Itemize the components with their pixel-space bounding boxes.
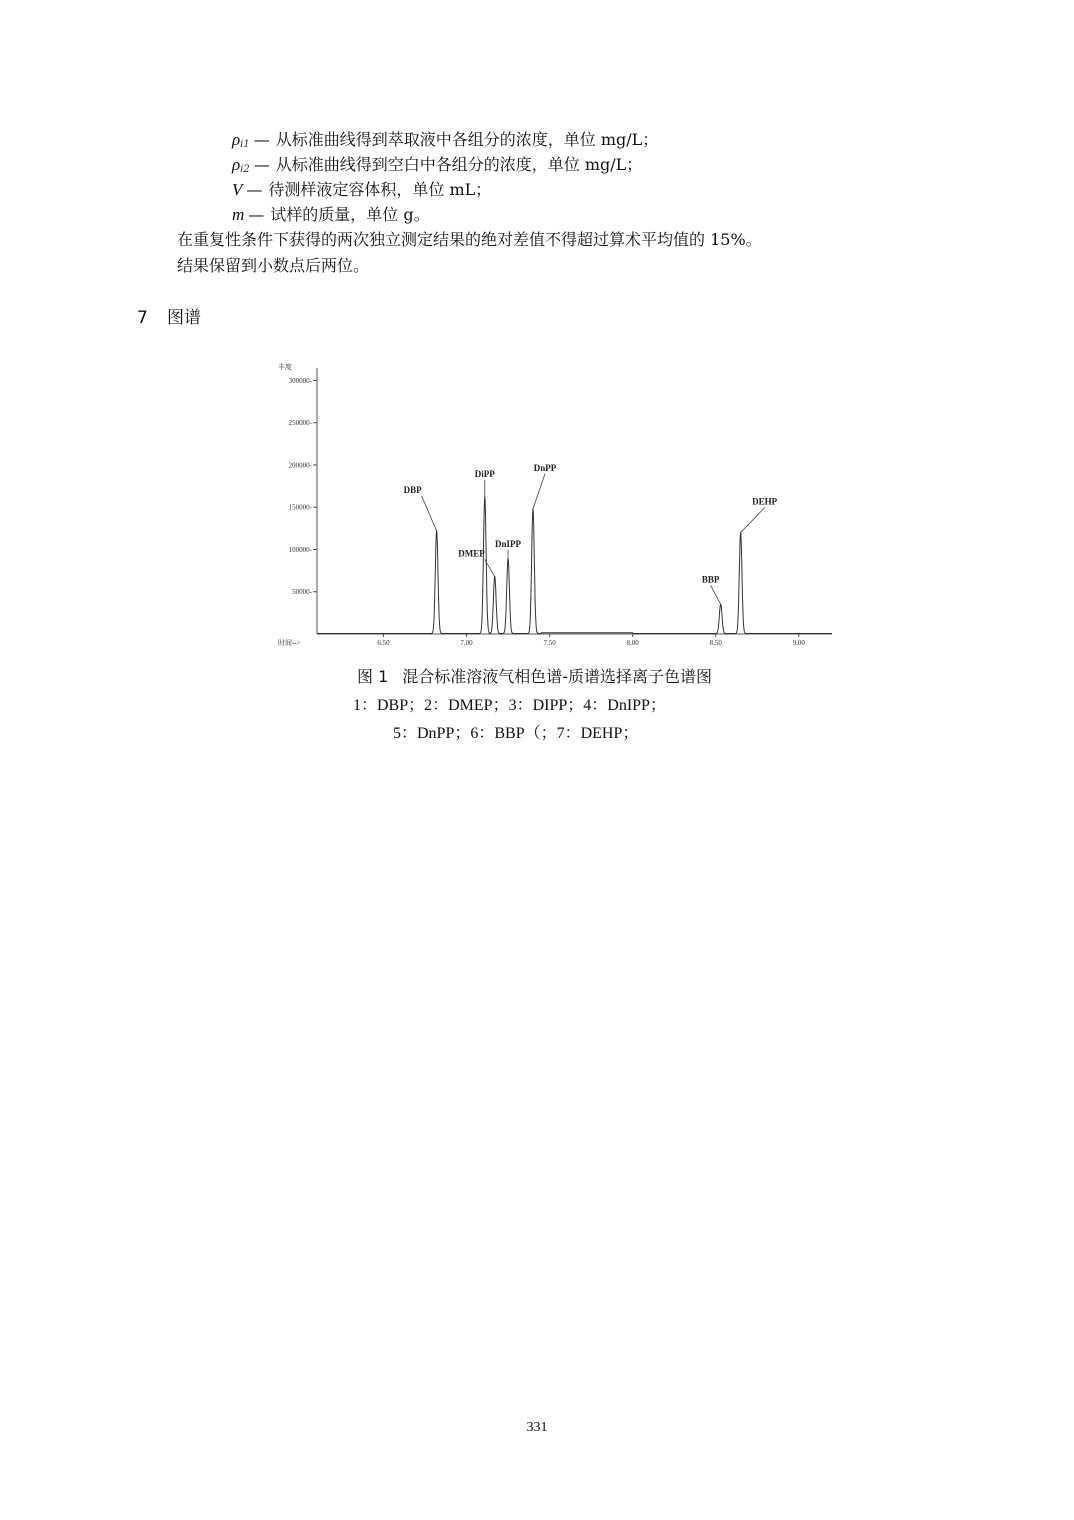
definition-subscript: i2 xyxy=(240,164,250,175)
peak-label-bbp: BBP xyxy=(701,574,720,585)
peak-label-dipp: DiPP xyxy=(474,469,495,480)
peak-label-dnpp: DnPP xyxy=(533,462,557,473)
chromatogram-chart xyxy=(270,358,840,650)
x-tick-label: 6.50 xyxy=(377,639,390,647)
definition-text: 从标准曲线得到萃取液中各组分的浓度，单位 mg/L； xyxy=(275,130,659,149)
figure-number: 图 1 xyxy=(357,667,389,686)
chart-trace xyxy=(317,497,832,634)
repeatability-paragraph: 在重复性条件下获得的两次独立测定结果的绝对差值不得超过算术平均值的 15%。 xyxy=(177,230,762,249)
peak-label-dnipp: DnIPP xyxy=(495,538,522,549)
chart-axes xyxy=(278,362,832,647)
definition-dash: — xyxy=(253,155,270,174)
y-tick-label: 250000- xyxy=(288,419,312,428)
x-tick-label: 7.00 xyxy=(460,639,473,647)
peak-leader-line xyxy=(422,496,437,531)
x-axis-label: 时间--> xyxy=(278,639,301,647)
x-tick-label: 8.50 xyxy=(709,639,722,647)
x-tick-label: 7.50 xyxy=(543,639,556,647)
chart-peak-labels xyxy=(404,463,778,605)
definition-rho-i2 xyxy=(232,154,642,181)
figure-legend-line-1: 1：DBP；2：DMEP；3：DIPP；4：DnIPP； xyxy=(353,697,666,714)
definition-symbol: m xyxy=(232,205,245,224)
peak-leader-line xyxy=(533,474,545,509)
definition-v xyxy=(232,179,491,201)
definition-rho-i1 xyxy=(232,129,658,156)
page-number: 331 xyxy=(526,1420,548,1435)
x-tick-label: 8.00 xyxy=(626,639,639,647)
y-tick-label: 50000- xyxy=(292,588,312,597)
definition-subscript: i1 xyxy=(240,139,250,150)
section-title: 图谱 xyxy=(167,308,201,328)
definition-text: 从标准曲线得到空白中各组分的浓度，单位 mg/L； xyxy=(275,155,643,174)
peak-label-dmep: DMEP xyxy=(458,548,485,559)
y-tick-label: 200000- xyxy=(288,461,312,470)
section-heading xyxy=(137,303,201,328)
section-number: 7 xyxy=(137,308,148,328)
peak-leader-line xyxy=(711,585,721,604)
peak-label-dbp: DBP xyxy=(403,484,422,495)
figure-legend-line-2: 5：DnPP；6：BBP（；7：DEHP； xyxy=(393,725,639,742)
definition-symbol: ρ xyxy=(232,155,241,174)
definition-m xyxy=(232,204,430,226)
definition-dash: — xyxy=(248,205,265,224)
y-tick-label: 150000- xyxy=(288,503,312,512)
chromatogram-trace-line xyxy=(317,497,832,634)
rounding-paragraph: 结果保留到小数点后两位。 xyxy=(177,256,370,275)
y-tick-label: 100000- xyxy=(288,545,312,554)
peak-label-dehp: DEHP xyxy=(752,496,778,507)
definition-symbol: V xyxy=(232,180,243,199)
definition-text: 试样的质量，单位 g。 xyxy=(270,205,430,224)
definition-dash: — xyxy=(253,130,270,149)
peak-leader-line xyxy=(741,508,765,533)
definition-text: 待测样液定容体积，单位 mL； xyxy=(268,180,492,199)
x-tick-label: 9.00 xyxy=(792,639,805,647)
figure-caption xyxy=(357,664,712,687)
figure-caption-text: 混合标准溶液气相色谱-质谱选择离子色谱图 xyxy=(402,667,713,686)
y-axis-label: 丰度 xyxy=(278,363,292,371)
y-tick-label: 300000- xyxy=(288,376,312,385)
definition-dash: — xyxy=(246,180,263,199)
definition-symbol: ρ xyxy=(232,130,241,149)
